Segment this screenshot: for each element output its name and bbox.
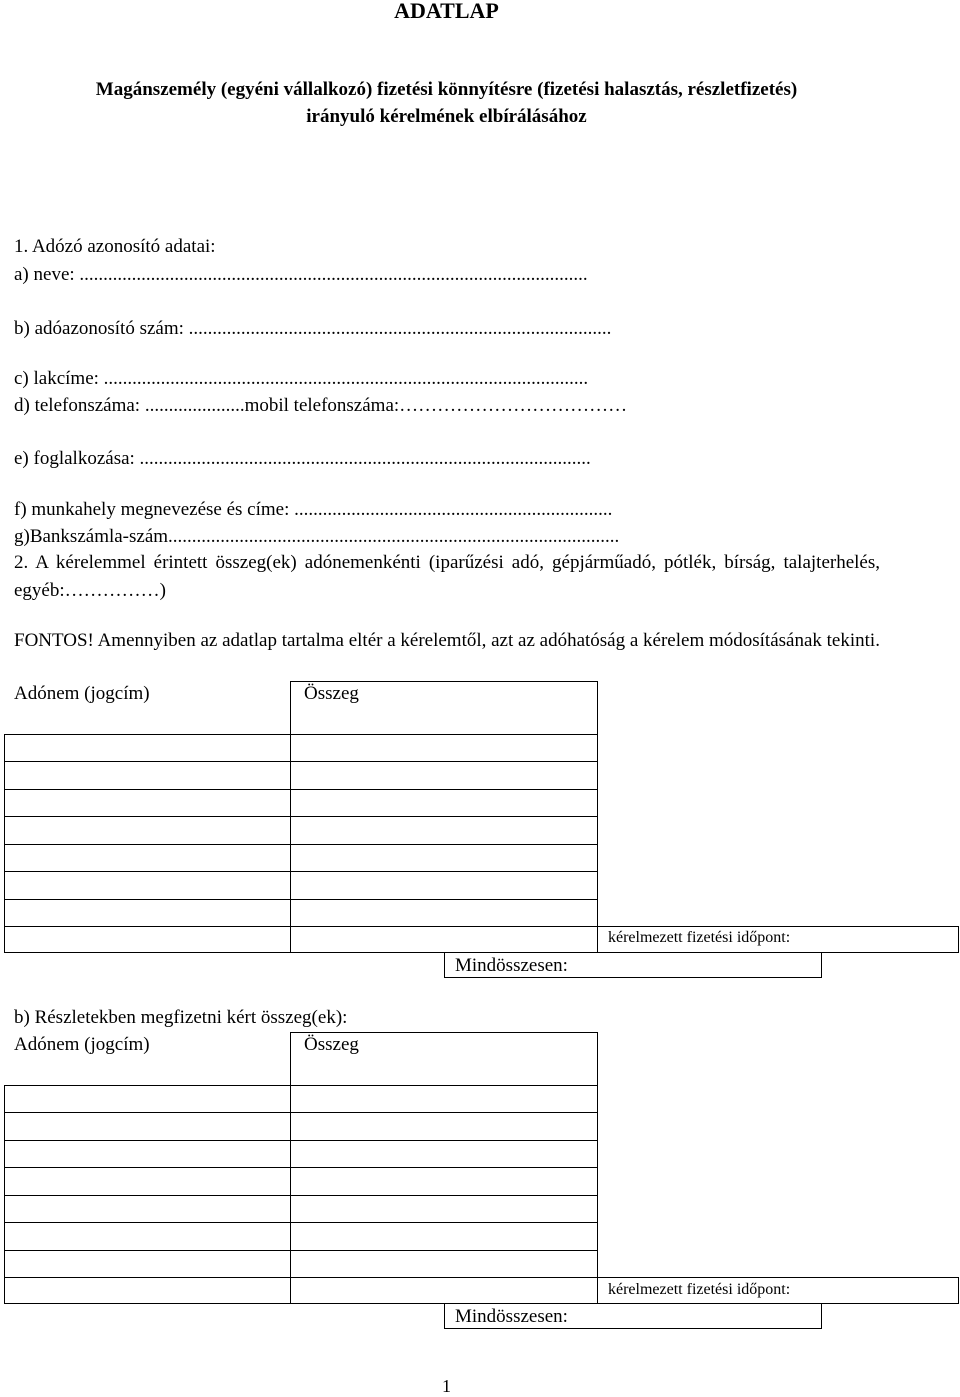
document-subtitle xyxy=(0,76,893,130)
table-b-date-label: kérelmezett fizetési időpont: xyxy=(608,1281,791,1298)
table-a-row-5-adonem[interactable] xyxy=(4,844,291,872)
table-b-row-1-adonem[interactable] xyxy=(4,1085,291,1113)
table-a-row-1-adonem[interactable] xyxy=(4,734,291,762)
table-a-row-6-osszeg[interactable] xyxy=(290,871,598,900)
table-a-row-5-osszeg[interactable] xyxy=(290,844,598,872)
field-occupation: e) foglalkozása: ............................................................................................... xyxy=(14,448,591,469)
section-1-heading: 1. Adózó azonosító adatai: xyxy=(14,236,216,257)
table-a-row-4-osszeg[interactable] xyxy=(290,816,598,845)
table-b-col-osszeg: Összeg xyxy=(304,1034,359,1055)
field-tax-id: b) adóazonosító szám: ......................................................................................... xyxy=(14,318,612,339)
table-a-col-osszeg: Összeg xyxy=(304,683,359,704)
table-b-row-7-osszeg[interactable] xyxy=(290,1250,598,1278)
table-b-row-1-osszeg[interactable] xyxy=(290,1085,598,1113)
table-a-row-6-adonem[interactable] xyxy=(4,871,291,900)
table-a-date-label: kérelmezett fizetési időpont: xyxy=(608,929,791,946)
field-address: c) lakcíme: ...................................................................................................... xyxy=(14,368,589,389)
table-b-row-5-osszeg[interactable] xyxy=(290,1195,598,1223)
table-b-row-6-adonem[interactable] xyxy=(4,1222,291,1251)
table-b-row-3-adonem[interactable] xyxy=(4,1140,291,1168)
page-number: 1 xyxy=(442,1376,451,1396)
table-b-col-adonem: Adónem (jogcím) xyxy=(14,1034,150,1055)
table-b-row-8-adonem[interactable] xyxy=(4,1277,291,1304)
document-title: ADATLAP xyxy=(394,0,499,23)
table-a-row-7-adonem[interactable] xyxy=(4,899,291,927)
table-a-row-1-osszeg[interactable] xyxy=(290,734,598,762)
table-a-row-4-adonem[interactable] xyxy=(4,816,291,845)
table-b-row-2-adonem[interactable] xyxy=(4,1112,291,1141)
table-b-row-3-osszeg[interactable] xyxy=(290,1140,598,1168)
table-a-total-label: Mindösszesen: xyxy=(455,955,568,976)
field-workplace: f) munkahely megnevezése és címe: ................................................................... xyxy=(14,499,613,520)
table-b-row-6-osszeg[interactable] xyxy=(290,1222,598,1251)
table-b-row-7-adonem[interactable] xyxy=(4,1250,291,1278)
table-a-row-2-adonem[interactable] xyxy=(4,761,291,790)
table-b-total-label: Mindösszesen: xyxy=(455,1306,568,1327)
table-a-row-2-osszeg[interactable] xyxy=(290,761,598,790)
table-b-row-4-adonem[interactable] xyxy=(4,1167,291,1196)
field-bank-account: g)Bankszámla-szám............................................................................................... xyxy=(14,526,620,547)
table-a-row-3-osszeg[interactable] xyxy=(290,789,598,817)
field-name: a) neve: ........................................................................................................... xyxy=(14,264,588,285)
table-a-row-7-osszeg[interactable] xyxy=(290,899,598,927)
section-2-text: 2. A kérelemmel érintett összeg(ek) adónemenkénti (iparűzési adó, gépjárműadó, pótlék, bírság, talajterhelés, egyéb:……………) xyxy=(14,552,880,601)
section-b-heading: b) Részletekben megfizetni kért összeg(ek): xyxy=(14,1007,348,1028)
table-b-row-4-osszeg[interactable] xyxy=(290,1167,598,1196)
subtitle-line-1: Magánszemély (egyéni vállalkozó) fizetési könnyítésre (fizetési halasztás, részletfizetés) xyxy=(95,79,798,100)
important-notice: FONTOS! Amennyiben az adatlap tartalma eltér a kérelemtől, azt az adóhatóság a kérelem módosításának tekinti. xyxy=(14,630,880,651)
table-a-col-adonem: Adónem (jogcím) xyxy=(14,683,150,704)
table-b-row-8-osszeg[interactable] xyxy=(290,1277,598,1304)
field-phone: d) telefonszáma: .....................mobil telefonszáma:……………………………… xyxy=(14,395,628,416)
table-a-row-8-adonem[interactable] xyxy=(4,926,291,953)
table-a-row-3-adonem[interactable] xyxy=(4,789,291,817)
table-b-row-5-adonem[interactable] xyxy=(4,1195,291,1223)
subtitle-line-2: irányuló kérelmének elbírálásához xyxy=(306,106,587,127)
table-b-row-2-osszeg[interactable] xyxy=(290,1112,598,1141)
table-a-row-8-osszeg[interactable] xyxy=(290,926,598,953)
